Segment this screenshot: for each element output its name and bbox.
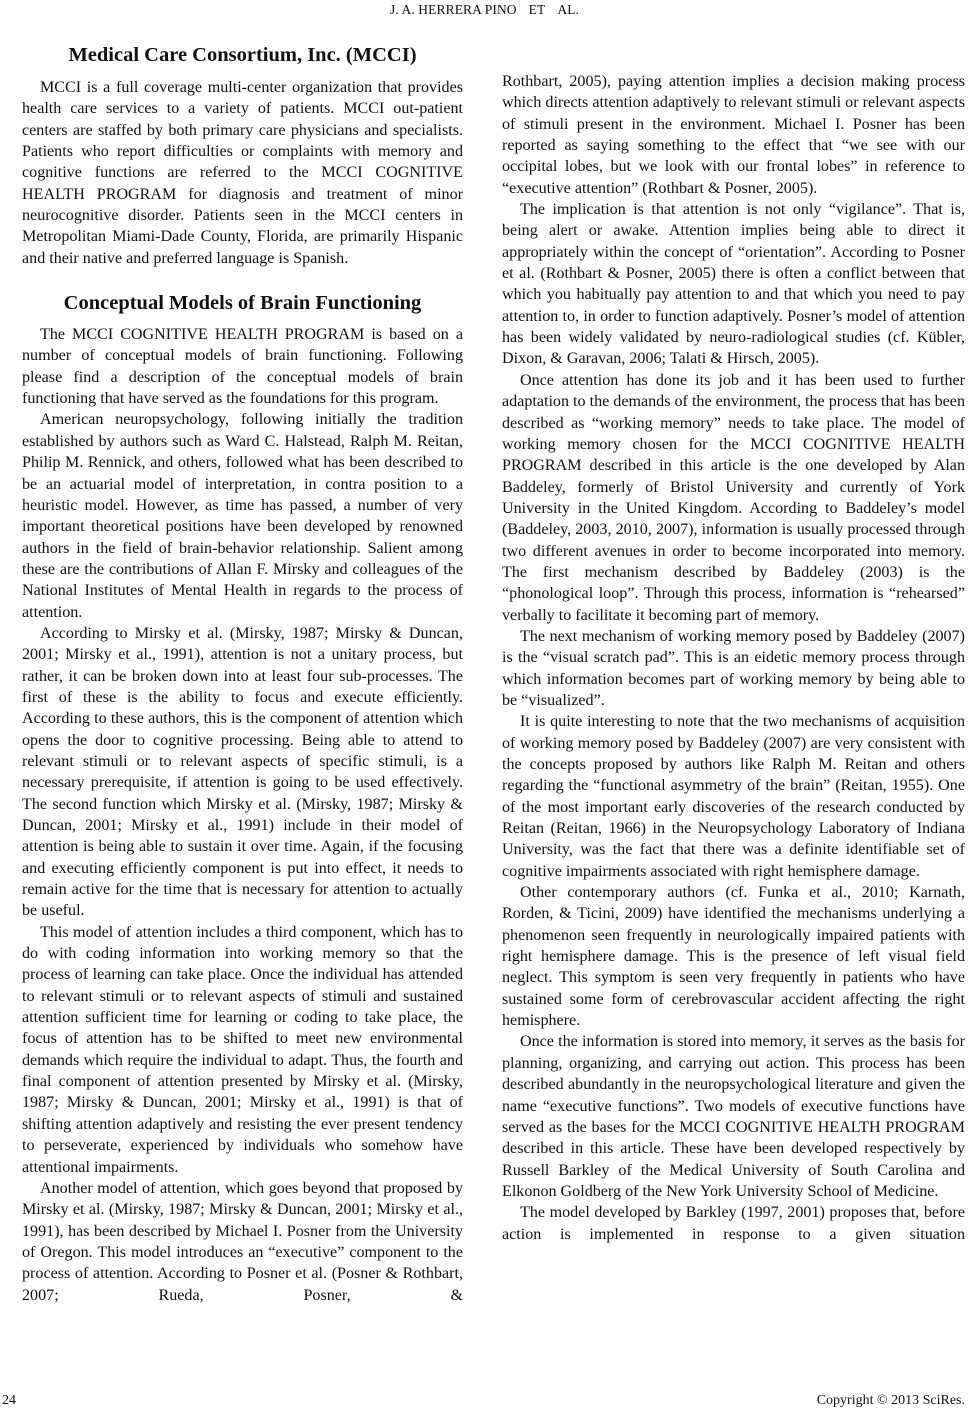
running-head-et: ET: [528, 2, 546, 17]
running-head: [0, 2, 969, 18]
left-column: [22, 40, 463, 1306]
section-heading-conceptual-models: Conceptual Models of Brain Functioning: [63, 292, 422, 315]
paragraph: The implication is that attention is not only “vigilance”. That is, being alert or awake. Attention implies being able to direct it appropriately within the concept of “orientation”. According to Posner et al. (Rothbart & Posner, 2005) there is often a conflict between that which you habitually pay attention to and that which you need to pay attention to, in order to function adaptively. Posner’s model of attention has been widely validated by neuro-radiological studies (cf. Kübler, Dixon, & Garavan, 2006; Talati & Hirsch, 2005).: [502, 201, 965, 368]
paragraph: Once the information is stored into memory, it serves as the basis for planning, organizing, and carrying out action. This process has been described abundantly in the neuropsychological literature and given the name “executive functions”. Two models of executive functions have served as the bases for the MCCI COGNITIVE HEALTH PROGRAM described in this article. These have been developed respectively by Russell Barkley of the Medical University of South Carolina and Elkonon Goldberg of the New York University School of Medicine.: [502, 1033, 965, 1200]
paragraph: The next mechanism of working memory posed by Baddeley (2007) is the “visual scratch pad”. This is an eidetic memory process through which information becomes part of working memory by being able to be “visualized”.: [502, 627, 965, 709]
paragraph: The MCCI COGNITIVE HEALTH PROGRAM is based on a number of conceptual models of brain functioning. Following please find a description of the conceptual models of brain functioning that have served as the foundations for this program.: [22, 326, 463, 408]
section-heading-mcci: Medical Care Consortium, Inc. (MCCI): [68, 44, 417, 66]
paragraph: The model developed by Barkley (1997, 2001) proposes that, before action is implemented in response to a given situation: [502, 1204, 965, 1243]
paragraph: Other contemporary authors (cf. Funka et al., 2010; Karnath, Rorden, & Ticini, 2009) have identified the mechanisms underlying a phenomenon seen frequently in neurologically impaired patients with right hemisphere damage. This is the presence of left visual field neglect. This symptom is seen very frequently in patients who have sustained some form of cerebrovascular accident affecting the right hemisphere.: [502, 884, 965, 1030]
paragraph: Another model of attention, which goes beyond that proposed by Mirsky et al. (Mirsky, 1987; Mirsky & Duncan, 2001; Mirsky et al., 1991), has been described by Michael I. Posner from the University of Oregon. This model introduces an “executive” component to the process of attention. According to Posner et al. (Posner & Rothbart, 2007; Rueda, Posner, &: [22, 1179, 463, 1304]
paragraph: American neuropsychology, following initially the tradition established by authors such as Ward C. Halstead, Ralph M. Reitan, Philip M. Rennick, and others, followed what has been described to be an actuarial model of interpretation, in contra position to a heuristic model. However, as time has passed, a number of very important theoretical positions have been developed by renowned authors in the field of brain-behavior relationship. Salient among these are the contributions of Allan F. Mirsky and colleagues of the National Institutes of Mental Health in regards to the process of attention.: [22, 411, 463, 621]
running-head-al: AL.: [557, 2, 580, 17]
right-column: [502, 71, 965, 1245]
paragraph-continued: Rothbart, 2005), paying attention implies a decision making process which directs attention adaptively to relevant stimuli or relevant aspects of stimuli present in the environment. Michael I. Posner has been reported as saying something to the effect that “we see with our occipital lobes, but we look with our frontal lobes” in reference to “executive attention” (Rothbart & Posner, 2005).: [502, 73, 965, 197]
paragraph: This model of attention includes a third component, which has to do with coding information into working memory so that the process of learning can take place. Once the individual has attended to relevant stimuli or to relevant aspects of stimuli and sustained attention sufficient time for learning or coding to take place, the focus of attention has to be shifted to meet new environmental demands which require the individual to adapt. Thus, the fourth and final component of attention presented by Mirsky et al. (Mirsky, 1987; Mirsky & Duncan, 2001; Mirsky et al., 1991) is that of shifting attention adaptively and resisting the ever present tendency to perseverate, experienced by individuals who somehow have attentional impairments.: [22, 923, 463, 1176]
paragraph: Once attention has done its job and it has been used to further adaptation to the demands of the environment, the process that has been described as “working memory” needs to take place. The model of working memory chosen for the MCCI COGNITIVE HEALTH PROGRAM described in this article is the one developed by Alan Baddeley, formerly of Bristol University and currently of York University in the United Kingdom. According to Baddeley’s model (Baddeley, 2003, 2010, 2007), information is usually processed through two different avenues in order to become incorporated into memory. The first mechanism described by Baddeley (2003) is the “phonological loop”. Through this process, information is “rehearsed” verbally to facilitate it becoming part of memory.: [502, 371, 966, 624]
page-number: 24: [2, 1393, 16, 1408]
paragraph: It is quite interesting to note that the two mechanisms of acquisition of working memory posed by Baddeley (2007) are very consistent with the concepts proposed by authors like Ralph M. Reitan and others regarding the “functional asymmetry of the brain” (Reitan, 1955). One of the most important early discoveries of the research conducted by Reitan (Reitan, 1966) in the Neuropsychology Laboratory of Indiana University, was the fact that there was a definite identifiable set of cognitive impairments associated with right hemisphere damage.: [502, 713, 965, 880]
paragraph: According to Mirsky et al. (Mirsky, 1987; Mirsky & Duncan, 2001; Mirsky et al., 1991), attention is not a unitary process, but rather, it can be broken down into at least four sub-processes. The first of these is the ability to focus and execute efficiently. According to these authors, this is the component of attention which opens the door to cognitive processing. Being able to attend to relevant stimuli or to relevant aspects of specific stimuli, is a necessary prerequisite, if attention is going to be used effectively. The second function which Mirsky et al. (Mirsky, 1987; Mirsky & Duncan, 2001; Mirsky et al., 1991) include in their model of attention is being able to sustain it over time. Again, if the focusing and executing efficiently component is put into effect, it needs to remain active for the time that is necessary for attention to actually be useful.: [22, 624, 463, 920]
copyright-notice: Copyright © 2013 SciRes.: [816, 1393, 965, 1408]
running-head-authors: J. A. HERRERA PINO: [389, 2, 517, 17]
paragraph: MCCI is a full coverage multi-center organization that provides health care services to a variety of patients. MCCI out-patient centers are staffed by both primary care physicians and specialists. Patients who report difficulties or complaints with memory and cognitive functions are referred to the MCCI COGNITIVE HEALTH PROGRAM for diagnosis and treatment of minor neurocognitive disorder. Patients seen in the MCCI centers in Metropolitan Miami-Dade County, Florida, are primarily Hispanic and their native and preferred language is Spanish.: [22, 79, 463, 267]
